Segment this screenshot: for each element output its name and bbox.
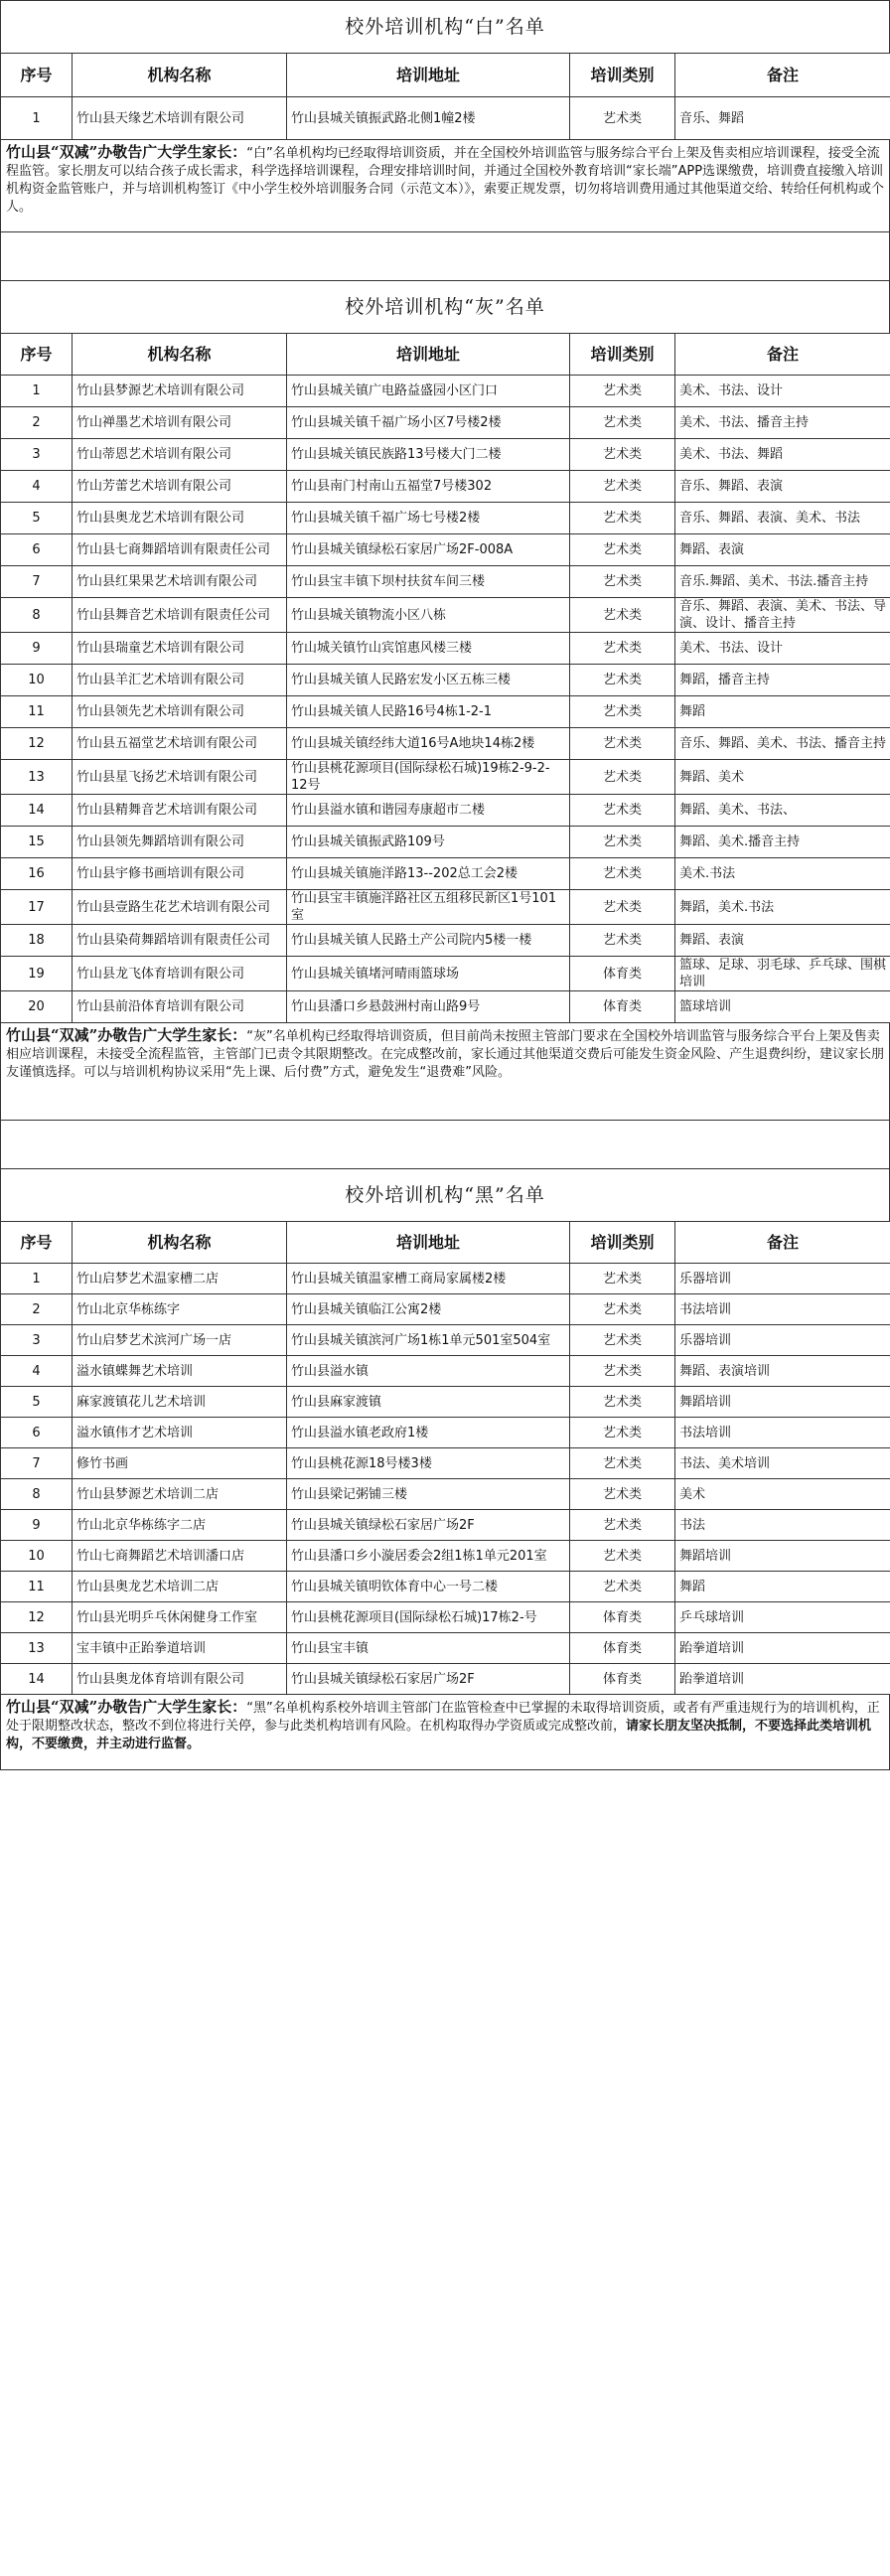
category-cell: 艺术类 xyxy=(570,827,675,858)
grey-list-table xyxy=(0,333,890,1023)
category-cell: 体育类 xyxy=(570,957,675,991)
remarks-cell: 舞蹈、表演 xyxy=(675,925,890,957)
address-cell: 竹山县宝丰镇施洋路社区五组移民新区1号101室 xyxy=(287,890,570,925)
header-index: 序号 xyxy=(1,334,73,376)
remarks-cell: 美术 xyxy=(675,1479,890,1510)
row-index-cell: 7 xyxy=(1,566,73,598)
address-cell: 竹山县城关镇振武路109号 xyxy=(287,827,570,858)
category-cell: 艺术类 xyxy=(570,1572,675,1602)
address-cell: 竹山县城关镇物流小区八栋 xyxy=(287,598,570,633)
address-cell: 竹山县潘口乡悬鼓洲村南山路9号 xyxy=(287,991,570,1023)
org-name-cell: 竹山县梦源艺术培训有限公司 xyxy=(73,376,287,407)
org-name-cell: 竹山县奥龙体育培训有限公司 xyxy=(73,1664,287,1695)
table-row xyxy=(1,1418,890,1448)
section-gap xyxy=(0,232,890,280)
header-remarks: 备注 xyxy=(675,54,890,97)
row-index-cell: 2 xyxy=(1,1294,73,1325)
address-cell: 竹山县城关镇千福广场小区7号楼2楼 xyxy=(287,407,570,439)
header-index: 序号 xyxy=(1,54,73,97)
remarks-cell: 舞蹈、表演 xyxy=(675,534,890,566)
address-cell: 竹山县桃花源项目(国际绿松石城)19栋2-9-2-12号 xyxy=(287,760,570,795)
row-index-cell: 1 xyxy=(1,376,73,407)
remarks-cell: 舞蹈、表演培训 xyxy=(675,1356,890,1387)
category-cell: 艺术类 xyxy=(570,1448,675,1479)
header-remarks: 备注 xyxy=(675,334,890,376)
address-cell: 竹山县梁记粥铺三楼 xyxy=(287,1479,570,1510)
row-index-cell: 11 xyxy=(1,1572,73,1602)
table-row xyxy=(1,1294,890,1325)
table-row xyxy=(1,1572,890,1602)
table-row xyxy=(1,407,890,439)
address-cell: 竹山县城关镇经纬大道16号A地块14栋2楼 xyxy=(287,728,570,760)
table-row xyxy=(1,1510,890,1541)
row-index-cell: 12 xyxy=(1,1602,73,1633)
remarks-cell: 舞蹈，播音主持 xyxy=(675,665,890,696)
white-list-notice xyxy=(0,140,890,232)
row-index-cell: 18 xyxy=(1,925,73,957)
row-index-cell: 10 xyxy=(1,1541,73,1572)
table-row xyxy=(1,827,890,858)
category-cell: 艺术类 xyxy=(570,795,675,827)
remarks-cell: 音乐.舞蹈、美术、书法.播音主持 xyxy=(675,566,890,598)
remarks-cell: 美术、书法、舞蹈 xyxy=(675,439,890,471)
org-name-cell: 竹山启梦艺术滨河广场一店 xyxy=(73,1325,287,1356)
row-index-cell: 1 xyxy=(1,97,73,140)
section-gap xyxy=(0,1121,890,1168)
category-cell: 艺术类 xyxy=(570,534,675,566)
category-cell: 艺术类 xyxy=(570,633,675,665)
table-row xyxy=(1,760,890,795)
category-cell: 体育类 xyxy=(570,1602,675,1633)
address-cell: 竹山县城关镇滨河广场1栋1单元501室504室 xyxy=(287,1325,570,1356)
address-cell: 竹山县城关镇临江公寓2楼 xyxy=(287,1294,570,1325)
header-address: 培训地址 xyxy=(287,1222,570,1264)
org-name-cell: 竹山县五福堂艺术培训有限公司 xyxy=(73,728,287,760)
row-index-cell: 17 xyxy=(1,890,73,925)
org-name-cell: 竹山县染荷舞蹈培训有限责任公司 xyxy=(73,925,287,957)
remarks-cell: 书法 xyxy=(675,1510,890,1541)
address-cell: 竹山县城关镇广电路益盛园小区门口 xyxy=(287,376,570,407)
row-index-cell: 1 xyxy=(1,1264,73,1294)
table-row xyxy=(1,376,890,407)
category-cell: 艺术类 xyxy=(570,471,675,503)
org-name-cell: 竹山县宇修书画培训有限公司 xyxy=(73,858,287,890)
category-cell: 艺术类 xyxy=(570,376,675,407)
org-name-cell: 溢水镇蝶舞艺术培训 xyxy=(73,1356,287,1387)
remarks-cell: 书法培训 xyxy=(675,1418,890,1448)
header-address: 培训地址 xyxy=(287,54,570,97)
remarks-cell: 舞蹈、美术 xyxy=(675,760,890,795)
category-cell: 体育类 xyxy=(570,1664,675,1695)
org-name-cell: 竹山县光明乒乓休闲健身工作室 xyxy=(73,1602,287,1633)
remarks-cell: 舞蹈、美术、书法、 xyxy=(675,795,890,827)
row-index-cell: 11 xyxy=(1,696,73,728)
table-row xyxy=(1,991,890,1023)
row-index-cell: 14 xyxy=(1,795,73,827)
remarks-cell: 美术、书法、设计 xyxy=(675,376,890,407)
table-row xyxy=(1,503,890,534)
black-list-body xyxy=(1,1264,890,1695)
category-cell: 艺术类 xyxy=(570,890,675,925)
remarks-cell: 跆拳道培训 xyxy=(675,1633,890,1664)
header-category: 培训类别 xyxy=(570,1222,675,1264)
address-cell: 竹山县宝丰镇 xyxy=(287,1633,570,1664)
address-cell: 竹山县城关镇千福广场七号楼2楼 xyxy=(287,503,570,534)
address-cell: 竹山县溢水镇 xyxy=(287,1356,570,1387)
notice-text: “黑”名单机构系校外培训主管部门在监管检查中已掌握的未取得培训资质，或者有严重违规行为的培训机构，正处于限期整改状态，整改不到位将进行关停，参与此类机构培训有风险。在机构取得办学资质或完成整改前， xyxy=(6,1701,880,1734)
notice-text: “灰”名单机构已经取得培训资质，但目前尚未按照主管部门要求在全国校外培训监管与服务综合平台上架及售卖相应培训课程，未接受全流程监管，主管部门已责令其限期整改。在完成整改前，家长通过其他渠道交费后可能发生资金风险、产生退费纠纷，建议家长朋友谨慎选择。可以与培训机构协议采用“先上课、后付费”方式，避免发生“退费难”风险。 xyxy=(6,1029,885,1080)
org-name-cell: 竹山县壹路生花艺术培训有限公司 xyxy=(73,890,287,925)
address-cell: 竹山县城关镇绿松石家居广场2F-008A xyxy=(287,534,570,566)
remarks-cell: 舞蹈、美术.播音主持 xyxy=(675,827,890,858)
address-cell: 竹山县城关镇明钦体育中心一号二楼 xyxy=(287,1572,570,1602)
row-index-cell: 16 xyxy=(1,858,73,890)
table-row xyxy=(1,1448,890,1479)
remarks-cell: 乐器培训 xyxy=(675,1325,890,1356)
header-org-name: 机构名称 xyxy=(73,334,287,376)
address-cell: 竹山县麻家渡镇 xyxy=(287,1387,570,1418)
row-index-cell: 4 xyxy=(1,471,73,503)
category-cell: 艺术类 xyxy=(570,728,675,760)
table-row xyxy=(1,925,890,957)
remarks-cell: 舞蹈培训 xyxy=(675,1541,890,1572)
table-row xyxy=(1,858,890,890)
notice-heading: 竹山县“双减”办敬告广大学生家长： xyxy=(6,143,247,161)
table-row xyxy=(1,566,890,598)
row-index-cell: 19 xyxy=(1,957,73,991)
category-cell: 艺术类 xyxy=(570,1510,675,1541)
row-index-cell: 14 xyxy=(1,1664,73,1695)
row-index-cell: 6 xyxy=(1,534,73,566)
remarks-cell: 美术、书法、设计 xyxy=(675,633,890,665)
org-name-cell: 竹山县领先舞蹈培训有限公司 xyxy=(73,827,287,858)
table-row xyxy=(1,471,890,503)
table-row xyxy=(1,1479,890,1510)
org-name-cell: 竹山县精舞音艺术培训有限公司 xyxy=(73,795,287,827)
category-cell: 艺术类 xyxy=(570,858,675,890)
org-name-cell: 麻家渡镇花儿艺术培训 xyxy=(73,1387,287,1418)
org-name-cell: 竹山县舞音艺术培训有限责任公司 xyxy=(73,598,287,633)
grey-list-title: 校外培训机构“灰”名单 xyxy=(0,280,890,333)
category-cell: 艺术类 xyxy=(570,1387,675,1418)
category-cell: 艺术类 xyxy=(570,503,675,534)
black-list-title: 校外培训机构“黑”名单 xyxy=(0,1168,890,1221)
row-index-cell: 3 xyxy=(1,1325,73,1356)
white-list-table xyxy=(0,53,890,140)
category-cell: 艺术类 xyxy=(570,665,675,696)
row-index-cell: 6 xyxy=(1,1418,73,1448)
address-cell: 竹山县城关镇人民路宏发小区五栋三楼 xyxy=(287,665,570,696)
remarks-cell: 舞蹈 xyxy=(675,696,890,728)
org-name-cell: 溢水镇伟才艺术培训 xyxy=(73,1418,287,1448)
remarks-cell: 乐器培训 xyxy=(675,1264,890,1294)
remarks-cell: 音乐、舞蹈、表演、美术、书法 xyxy=(675,503,890,534)
table-row xyxy=(1,1356,890,1387)
row-index-cell: 15 xyxy=(1,827,73,858)
category-cell: 艺术类 xyxy=(570,1325,675,1356)
org-name-cell: 竹山启梦艺术温家槽二店 xyxy=(73,1264,287,1294)
table-row xyxy=(1,1541,890,1572)
notice-text: “白”名单机构均已经取得培训资质，并在全国校外培训监管与服务综合平台上架及售卖相应培训课程，接受全流程监管。家长朋友可以结合孩子成长需求，科学选择培训课程，合理安排培训时间，并通过全国校外教育培训“家长端”APP选课缴费，培训费直接缴入培训机构资金监管账户，并与培训机构签订《中小学生校外培训服务合同（示范文本）》，索要正规发票，切勿将培训费用通过其他渠道交给、转给任何机构或个人。 xyxy=(6,146,885,215)
row-index-cell: 9 xyxy=(1,633,73,665)
address-cell: 竹山县桃花源项目(国际绿松石城)17栋2-号 xyxy=(287,1602,570,1633)
row-index-cell: 20 xyxy=(1,991,73,1023)
notice-heading: 竹山县“双减”办敬告广大学生家长： xyxy=(6,1698,247,1716)
header-remarks: 备注 xyxy=(675,1222,890,1264)
org-name-cell: 竹山县羊汇艺术培训有限公司 xyxy=(73,665,287,696)
header-index: 序号 xyxy=(1,1222,73,1264)
remarks-cell: 音乐、舞蹈 xyxy=(675,97,890,140)
category-cell: 艺术类 xyxy=(570,566,675,598)
row-index-cell: 8 xyxy=(1,598,73,633)
remarks-cell: 美术、书法、播音主持 xyxy=(675,407,890,439)
org-name-cell: 竹山县前沿体育培训有限公司 xyxy=(73,991,287,1023)
org-name-cell: 竹山县梦源艺术培训二店 xyxy=(73,1479,287,1510)
address-cell: 竹山县潘口乡小漩居委会2组1栋1单元201室 xyxy=(287,1541,570,1572)
row-index-cell: 5 xyxy=(1,503,73,534)
header-address: 培训地址 xyxy=(287,334,570,376)
org-name-cell: 竹山芳蕾艺术培训有限公司 xyxy=(73,471,287,503)
table-row xyxy=(1,1387,890,1418)
org-name-cell: 竹山县红果果艺术培训有限公司 xyxy=(73,566,287,598)
category-cell: 艺术类 xyxy=(570,1294,675,1325)
category-cell: 艺术类 xyxy=(570,696,675,728)
org-name-cell: 修竹书画 xyxy=(73,1448,287,1479)
address-cell: 竹山县溢水镇和谐园寿康超市二楼 xyxy=(287,795,570,827)
grey-list-body xyxy=(1,376,890,1023)
table-row xyxy=(1,1325,890,1356)
header-org-name: 机构名称 xyxy=(73,1222,287,1264)
table-row xyxy=(1,665,890,696)
address-cell: 竹山县桃花源18号楼3楼 xyxy=(287,1448,570,1479)
header-category: 培训类别 xyxy=(570,334,675,376)
category-cell: 艺术类 xyxy=(570,1418,675,1448)
category-cell: 艺术类 xyxy=(570,1264,675,1294)
remarks-cell: 音乐、舞蹈、美术、书法、播音主持 xyxy=(675,728,890,760)
row-index-cell: 4 xyxy=(1,1356,73,1387)
remarks-cell: 舞蹈 xyxy=(675,1572,890,1602)
row-index-cell: 12 xyxy=(1,728,73,760)
remarks-cell: 篮球培训 xyxy=(675,991,890,1023)
org-name-cell: 竹山县七商舞蹈培训有限责任公司 xyxy=(73,534,287,566)
address-cell: 竹山县溢水镇老政府1楼 xyxy=(287,1418,570,1448)
address-cell: 竹山县城关镇民族路13号楼大门二楼 xyxy=(287,439,570,471)
org-name-cell: 竹山县奥龙艺术培训有限公司 xyxy=(73,503,287,534)
remarks-cell: 音乐、舞蹈、表演、美术、书法、导演、设计、播音主持 xyxy=(675,598,890,633)
table-row xyxy=(1,795,890,827)
table-row xyxy=(1,890,890,925)
table-row xyxy=(1,957,890,991)
category-cell: 艺术类 xyxy=(570,1479,675,1510)
category-cell: 艺术类 xyxy=(570,760,675,795)
address-cell: 竹山城关镇竹山宾馆惠风楼三楼 xyxy=(287,633,570,665)
white-list-body xyxy=(1,97,890,140)
table-row xyxy=(1,1664,890,1695)
row-index-cell: 8 xyxy=(1,1479,73,1510)
row-index-cell: 2 xyxy=(1,407,73,439)
table-row xyxy=(1,598,890,633)
table-row xyxy=(1,1602,890,1633)
address-cell: 竹山县城关镇绿松石家居广场2F xyxy=(287,1510,570,1541)
remarks-cell: 篮球、足球、羽毛球、乒乓球、围棋培训 xyxy=(675,957,890,991)
remarks-cell: 音乐、舞蹈、表演 xyxy=(675,471,890,503)
org-name-cell: 竹山县天缘艺术培训有限公司 xyxy=(73,97,287,140)
org-name-cell: 竹山蒂恩艺术培训有限公司 xyxy=(73,439,287,471)
black-list-notice xyxy=(0,1695,890,1770)
org-name-cell: 竹山七商舞蹈艺术培训潘口店 xyxy=(73,1541,287,1572)
address-cell: 竹山县南门村南山五福堂7号楼302 xyxy=(287,471,570,503)
remarks-cell: 舞蹈培训 xyxy=(675,1387,890,1418)
row-index-cell: 10 xyxy=(1,665,73,696)
remarks-cell: 美术.书法 xyxy=(675,858,890,890)
category-cell: 艺术类 xyxy=(570,925,675,957)
category-cell: 艺术类 xyxy=(570,97,675,140)
header-category: 培训类别 xyxy=(570,54,675,97)
white-list-title: 校外培训机构“白”名单 xyxy=(0,0,890,53)
address-cell: 竹山县城关镇堵河晴雨篮球场 xyxy=(287,957,570,991)
category-cell: 艺术类 xyxy=(570,1356,675,1387)
remarks-cell: 书法、美术培训 xyxy=(675,1448,890,1479)
org-name-cell: 竹山县领先艺术培训有限公司 xyxy=(73,696,287,728)
category-cell: 体育类 xyxy=(570,991,675,1023)
remarks-cell: 跆拳道培训 xyxy=(675,1664,890,1695)
address-cell: 竹山县城关镇人民路16号4栋1-2-1 xyxy=(287,696,570,728)
address-cell: 竹山县城关镇人民路土产公司院内5楼一楼 xyxy=(287,925,570,957)
category-cell: 艺术类 xyxy=(570,439,675,471)
row-index-cell: 9 xyxy=(1,1510,73,1541)
org-name-cell: 竹山北京华栋练字二店 xyxy=(73,1510,287,1541)
category-cell: 体育类 xyxy=(570,1633,675,1664)
row-index-cell: 3 xyxy=(1,439,73,471)
grey-list-notice xyxy=(0,1023,890,1121)
org-name-cell: 竹山县瑞童艺术培训有限公司 xyxy=(73,633,287,665)
black-list-table xyxy=(0,1221,890,1695)
category-cell: 艺术类 xyxy=(570,1541,675,1572)
notice-emphasis: 请家长朋友坚决抵制，不要选择此类培训机构，不要缴费，并主动进行监督。 xyxy=(6,1719,872,1751)
address-cell: 竹山县城关镇绿松石家居广场2F xyxy=(287,1664,570,1695)
table-row xyxy=(1,1633,890,1664)
address-cell: 竹山县城关镇温家槽工商局家属楼2楼 xyxy=(287,1264,570,1294)
table-row xyxy=(1,534,890,566)
row-index-cell: 13 xyxy=(1,760,73,795)
table-row xyxy=(1,439,890,471)
remarks-cell: 舞蹈，美术.书法 xyxy=(675,890,890,925)
row-index-cell: 7 xyxy=(1,1448,73,1479)
org-name-cell: 宝丰镇中正跆拳道培训 xyxy=(73,1633,287,1664)
table-row xyxy=(1,633,890,665)
table-row xyxy=(1,97,890,140)
row-index-cell: 5 xyxy=(1,1387,73,1418)
org-name-cell: 竹山县星飞扬艺术培训有限公司 xyxy=(73,760,287,795)
category-cell: 艺术类 xyxy=(570,407,675,439)
org-name-cell: 竹山县奥龙艺术培训二店 xyxy=(73,1572,287,1602)
table-row xyxy=(1,1264,890,1294)
category-cell: 艺术类 xyxy=(570,598,675,633)
org-name-cell: 竹山禅墨艺术培训有限公司 xyxy=(73,407,287,439)
org-name-cell: 竹山北京华栋练字 xyxy=(73,1294,287,1325)
table-row xyxy=(1,696,890,728)
address-cell: 竹山县宝丰镇下坝村扶贫车间三楼 xyxy=(287,566,570,598)
address-cell: 竹山县城关镇施洋路13--202总工会2楼 xyxy=(287,858,570,890)
address-cell: 竹山县城关镇振武路北侧1幢2楼 xyxy=(287,97,570,140)
table-row xyxy=(1,728,890,760)
remarks-cell: 书法培训 xyxy=(675,1294,890,1325)
remarks-cell: 乒乓球培训 xyxy=(675,1602,890,1633)
header-org-name: 机构名称 xyxy=(73,54,287,97)
notice-heading: 竹山县“双减”办敬告广大学生家长： xyxy=(6,1026,247,1044)
org-name-cell: 竹山县龙飞体育培训有限公司 xyxy=(73,957,287,991)
row-index-cell: 13 xyxy=(1,1633,73,1664)
